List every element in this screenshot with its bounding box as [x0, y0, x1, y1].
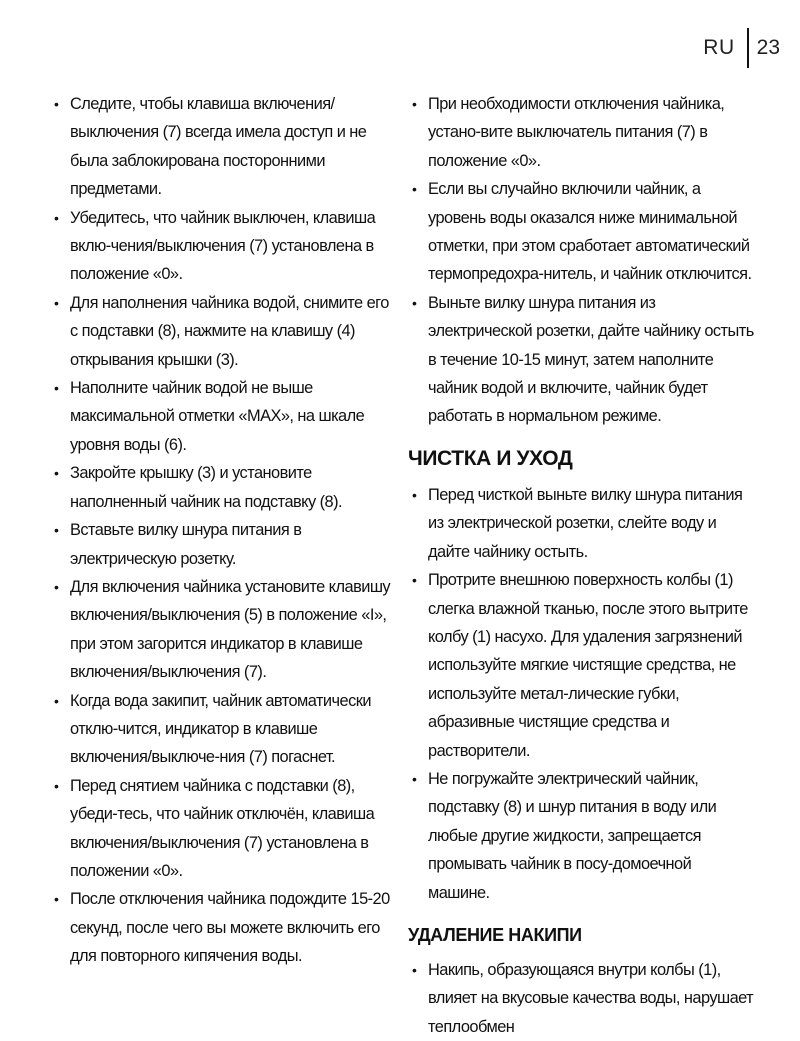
list-item: • Когда вода закипит, чайник автоматически отклю-чится, индикатор в клавише включения/выключе-ния (7) погаснет. [50, 687, 395, 772]
list-item: • Убедитесь, что чайник выключен, клавиша вклю-чения/выключения (7) установлена в положение «0». [50, 204, 395, 289]
header-divider [747, 28, 749, 68]
list-item: • После отключения чайника подождите 15-20 секунд, после чего вы можете включить его для повторного кипячения воды. [50, 885, 395, 970]
list-item: • Перед чисткой выньте вилку шнура питания из электрической розетки, слейте воду и дайте чайнику остыть. [408, 481, 756, 566]
list-item: • Перед снятием чайника с подставки (8), убеди-тесь, что чайник отключён, клавиша включения/выключения (7) установлена в положении «0». [50, 772, 395, 886]
page-number: 23 [756, 36, 780, 59]
list-item: • Закройте крышку (3) и установите наполненный чайник на подставку (8). [50, 459, 395, 516]
operation-instructions-list [50, 90, 395, 971]
list-item: • Выньте вилку шнура питания из электрической розетки, дайте чайнику остыть в течение 10-15 минут, затем наполните чайник водой и включите, чайник будет работать в нормальном режиме. [408, 289, 756, 431]
language-code: RU [703, 36, 735, 59]
list-item: • Для включения чайника установите клавишу включения/выключения (5) в положение «I», при этом загорится индикатор в клавише включения/выключения (7). [50, 573, 395, 687]
descaling-list [408, 956, 756, 1041]
list-item: • Протрите внешнюю поверхность колбы (1) слегка влажной тканью, после этого вытрите колбу (1) насухо. Для удаления загрязнений используйте мягкие чистящие средства, не используйте метал-лические губки, абразивные чистящие средства и растворители. [408, 566, 756, 765]
safety-notes-list [408, 90, 756, 431]
right-column [408, 90, 756, 1041]
list-item: • Для наполнения чайника водой, снимите его с подставки (8), нажмите на клавишу (4) открывания крышки (3). [50, 289, 395, 374]
list-item: • Не погружайте электрический чайник, подставку (8) и шнур питания в воду или любые другие жидкости, запрещается промывать чайник в посу-домоечной машине. [408, 765, 756, 907]
descaling-section-title: УДАЛЕНИЕ НАКИПИ [408, 924, 582, 945]
page-header [703, 28, 780, 68]
list-item: • Если вы случайно включили чайник, а уровень воды оказался ниже минимальной отметки, при этом сработает автоматический термопредохра-нитель, и чайник отключится. [408, 175, 756, 289]
list-item: • Наполните чайник водой не выше максимальной отметки «MAX», на шкале уровня воды (6). [50, 374, 395, 459]
list-item: • Следите, чтобы клавиша включения/выключения (7) всегда имела доступ и не была заблокирована посторонними предметами. [50, 90, 395, 204]
cleaning-list [408, 481, 756, 907]
cleaning-section-title: ЧИСТКА И УХОД [408, 446, 573, 470]
left-column [50, 90, 395, 971]
list-item: • Вставьте вилку шнура питания в электрическую розетку. [50, 516, 395, 573]
list-item: • Накипь, образующаяся внутри колбы (1), влияет на вкусовые качества воды, нарушает теплообмен [408, 956, 756, 1041]
list-item: • При необходимости отключения чайника, устано-вите выключатель питания (7) в положение «0». [408, 90, 756, 175]
